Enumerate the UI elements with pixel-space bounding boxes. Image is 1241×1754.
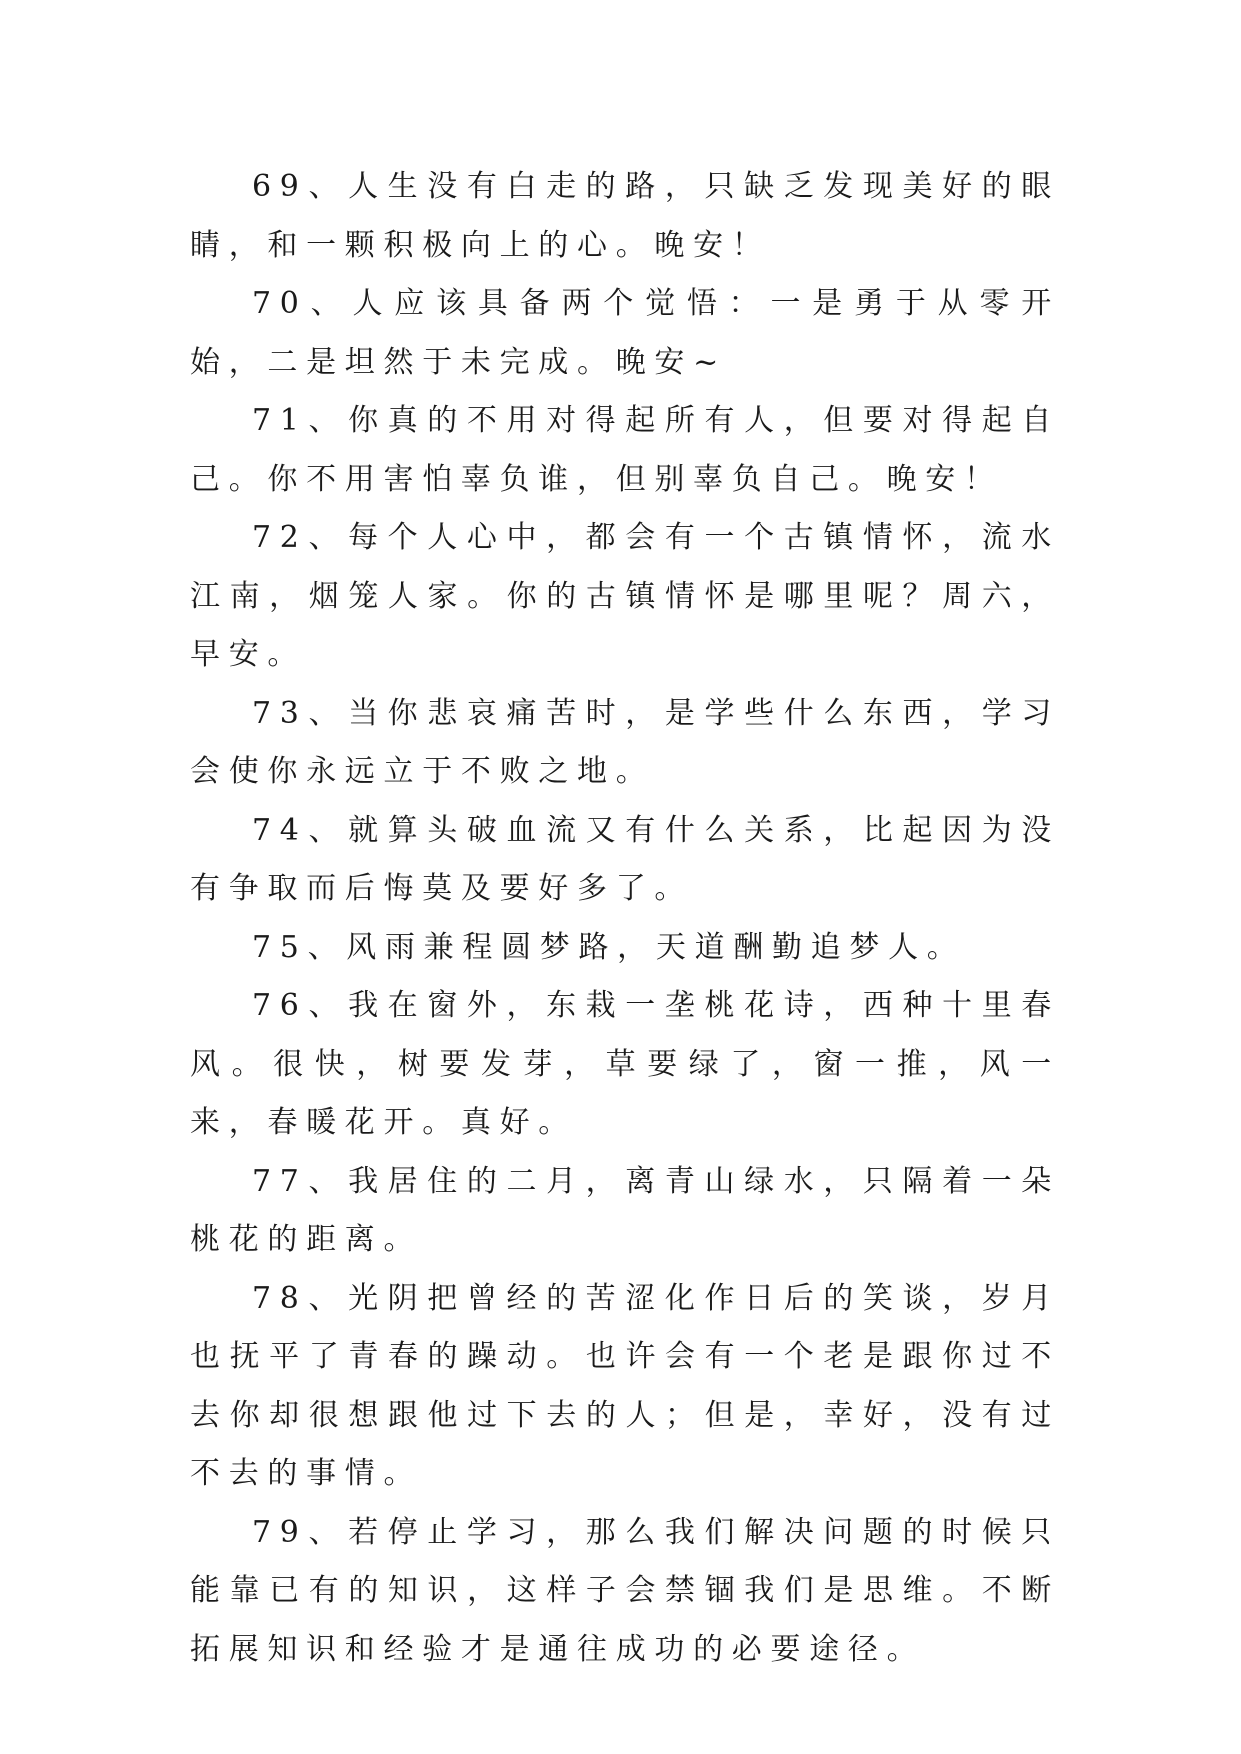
paragraph-77: 77、我居住的二月，离青山绿水，只隔着一朵桃花的距离。: [190, 1163, 1060, 1257]
paragraph-74: 74、就算头破血流又有什么关系，比起因为没有争取而后悔莫及要好多了。: [190, 812, 1060, 906]
paragraph-71: 71、你真的不用对得起所有人，但要对得起自己。你不用害怕辜负谁，但别辜负自己。晚安！: [190, 403, 1060, 497]
paragraph-72: 72、每个人心中，都会有一个古镇情怀，流水江南，烟笼人家。你的古镇情怀是哪里呢？周六，早安。: [190, 520, 1060, 672]
paragraph-69: 69、人生没有白走的路，只缺乏发现美好的眼睛，和一颗积极向上的心。晚安！: [190, 169, 1060, 263]
paragraph-75: 75、风雨兼程圆梦路，天道酬勤追梦人。: [252, 929, 966, 965]
paragraph-73: 73、当你悲哀痛苦时，是学些什么东西，学习会使你永远立于不败之地。: [190, 695, 1060, 789]
paragraph-78: 78、光阴把曾经的苦涩化作日后的笑谈，岁月也抚平了青春的躁动。也许会有一个老是跟你过不去你却很想跟他过下去的人；但是，幸好，没有过不去的事情。: [190, 1280, 1060, 1491]
document-body: [190, 158, 1060, 1679]
paragraph-79: 79、若停止学习，那么我们解决问题的时候只能靠已有的知识，这样子会禁锢我们是思维。不断拓展知识和经验才是通往成功的必要途径。: [190, 1514, 1060, 1667]
paragraph-76: 76、我在窗外，东栽一垄桃花诗，西种十里春风。很快，树要发芽，草要绿了，窗一推，风一来，春暖花开。真好。: [190, 988, 1060, 1140]
paragraph-70: 70、人应该具备两个觉悟：一是勇于从零开始，二是坦然于未完成。晚安~: [190, 286, 1060, 380]
